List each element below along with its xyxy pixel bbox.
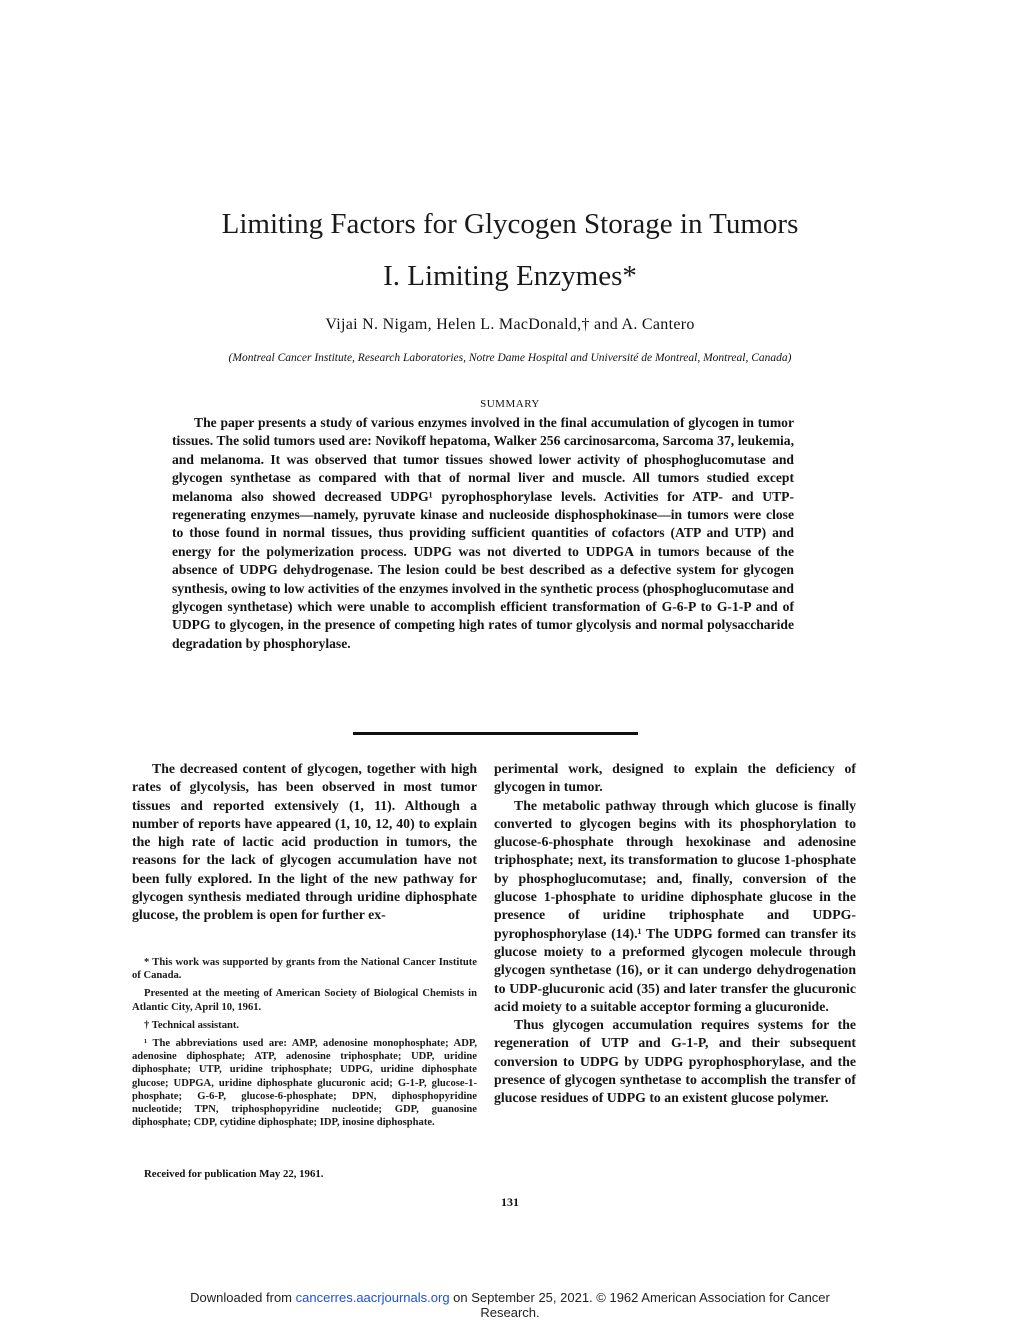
download-prefix: Downloaded from [190,1290,293,1305]
footnote-presented: Presented at the meeting of American Society of Biological Chemists in Atlantic City, April 10, 1961. [132,988,477,1013]
section-divider [353,732,638,735]
body-paragraph: perimental work, designed to explain the deficiency of glycogen in tumor. [494,761,856,795]
download-line2: Research. [480,1305,540,1320]
received-date: Received for publication May 22, 1961. [144,1168,324,1180]
footnote-technical: † Technical assistant. [144,1019,240,1031]
footnote-abbreviations: ¹ The abbreviations used are: AMP, adenosine monophosphate; ADP, adenosine diphosphate; ATP, adenosine triphosphate; UDP, uridine diphosphate; UTP, uridine triphosphate; UDPG, uridine diphosphate glucose; UDPGA, uridine diphosphate glucuronic acid; G-1-P, glucose-1-phosphate; G-6-P, glucose-6-phosphate; DPN, diphosphopyridine nucleotide; TPN, triphosphopyridine nucleotide; GDP, guanosine diphosphate; CDP, cytidine diphosphate; IDP, inosine diphosphate. [132,1038,477,1129]
body-paragraph: The metabolic pathway through which glucose is finally converted to glycogen begins with its phosphorylation to glucose-6-phosphate through hexokinase and adenosine triphosphate; next, its transformation to glucose 1-phosphate by phosphoglucomutase; and, finally, conversion of the glucose 1-phosphate to uridine diphosphate glucose in the presence of uridine triphosphate and UDPG-pyrophosphorylase (14).¹ The UDPG formed can transfer its glucose moiety to a preformed glycogen molecule through glycogen synthetase (16), or it can undergo dehydrogenation to UDP-glucuronic acid (35) and later transfer the glucuronic acid moiety to a suitable acceptor forming a glucuronide. [494,797,856,1014]
page-number: 131 [501,1195,519,1209]
body-column-left [132,760,477,925]
body-column-right [494,760,856,1108]
footnote-funding: * This work was supported by grants from the National Cancer Institute of Canada. [132,957,477,982]
affiliation: (Montreal Cancer Institute, Research Laboratories, Notre Dame Hospital and Université de Montreal, Montreal, Canada) [228,352,792,364]
summary-text: The paper presents a study of various enzymes involved in the final accumulation of glycogen in tumor tissues. The solid tumors used are: Novikoff hepatoma, Walker 256 carcinosarcoma, Sarcoma 37, leukemia, and melanoma. It was observed that tumor tissues showed lower activity of phosphoglucomutase and glycogen synthetase as compared with that of normal liver and muscle. All tumors studied except melanoma also showed decreased UDPG¹ pyrophosphorylase levels. Activities for ATP- and UTP-regenerating enzymes—namely, pyruvate kinase and nucleoside disphosphokinase—in tumors were close to those found in normal tissues, thus providing sufficient quantities of cofactors (ATP and UTP) and energy for the polymerization process. UDPG was not diverted to UDPGA in tumors because of the absence of UDPG dehydrogenase. The lesion could be best described as a defective system for glycogen synthesis, owing to low activities of the enzymes involved in the synthetic process (phosphoglucomutase and glycogen synthetase) which were unable to accomplish efficient transformation of G-6-P to G-1-P and of UDPG to glycogen, in the presence of competing high rates of tumor glycolysis and normal polysaccharide degradation by phosphorylase. [172,415,794,651]
body-paragraph: The decreased content of glycogen, together with high rates of glycolysis, has been observed in most tumor tissues and reported extensively (1, 11). Although a number of reports have appeared (1, 10, 12, 40) to explain the high rate of lactic acid production in tumors, the reasons for the lack of glycogen accumulation have not been fully explored. In the light of the new pathway for glycogen synthesis mediated through uridine diphosphate glucose, the problem is open for further ex- [132,761,477,923]
journal-link[interactable]: cancerres.aacrjournals.org [295,1290,450,1305]
download-suffix: on September 25, 2021. © 1962 American Association for Cancer [453,1290,830,1305]
authors: Vijai N. Nigam, Helen L. MacDonald,† and A. Cantero [325,316,695,333]
download-notice [0,1290,1020,1320]
summary-heading: SUMMARY [480,398,540,410]
body-paragraph: Thus glycogen accumulation requires systems for the regeneration of UTP and G-1-P, and their subsequent conversion to UDPG by UDPG pyrophosphorylase, and the presence of glycogen synthetase to accomplish the transfer of glucose residues of UDPG to an existent glucose polymer. [494,1017,856,1106]
paper-subtitle: I. Limiting Enzymes* [383,260,637,292]
footnotes [132,956,477,1134]
paper-title: Limiting Factors for Glycogen Storage in Tumors [221,208,799,240]
